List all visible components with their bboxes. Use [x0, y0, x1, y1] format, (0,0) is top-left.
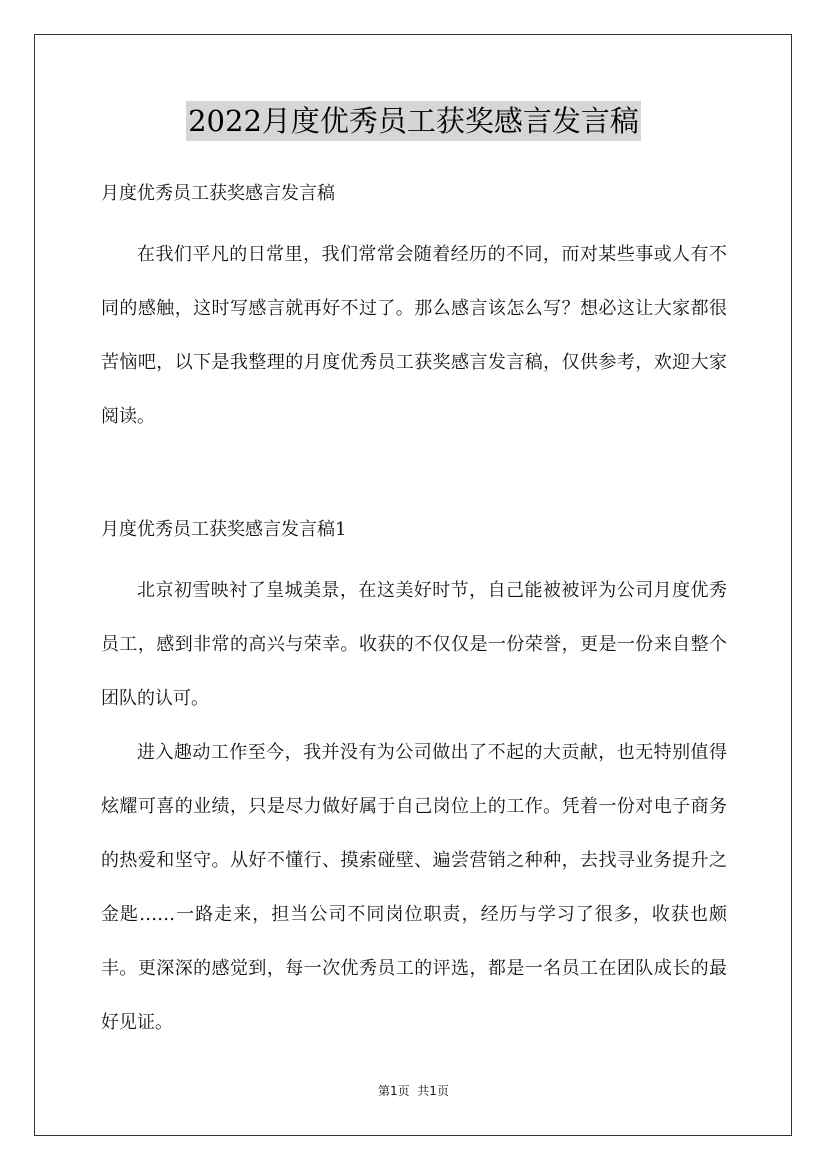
- title-container: [0, 101, 827, 141]
- section-heading: 月度优秀员工获奖感言发言稿1: [101, 519, 347, 540]
- body-paragraph: 北京初雪映衬了皇城美景，在这美好时节，自己能被被评为公司月度优秀员工，感到非常的高兴与荣幸。收获的不仅仅是一份荣誉，更是一份来自整个团队的认可。: [101, 580, 727, 709]
- intro-paragraph: 在我们平凡的日常里，我们常常会随着经历的不同，而对某些事或人有不同的感触，这时写感言就再好不过了。那么感言该怎么写？想必这让大家都很苦恼吧，以下是我整理的月度优秀员工获奖感言发言稿，仅供参考，欢迎大家阅读。: [101, 244, 727, 427]
- body-paragraph: 进入趣动工作至今，我并没有为公司做出了不起的大贡献，也无特别值得炫耀可喜的业绩，只是尽力做好属于自己岗位上的工作。凭着一份对电子商务的热爱和坚守。从好不懂行、摸索碰壁、遍尝营销之种种，去找寻业务提升之金匙……一路走来，担当公司不同岗位职责，经历与学习了很多，收获也颇丰。更深深的感觉到，每一次优秀员工的评选，都是一名员工在团队成长的最好见证。: [101, 742, 727, 1033]
- intro-heading: 月度优秀员工获奖感言发言稿: [101, 183, 335, 204]
- page-number: 第1页 共1页: [378, 1084, 449, 1098]
- section-spacer: [101, 444, 727, 510]
- document-title: 2022月度优秀员工获奖感言发言稿: [186, 101, 641, 141]
- document-body: [101, 174, 727, 1050]
